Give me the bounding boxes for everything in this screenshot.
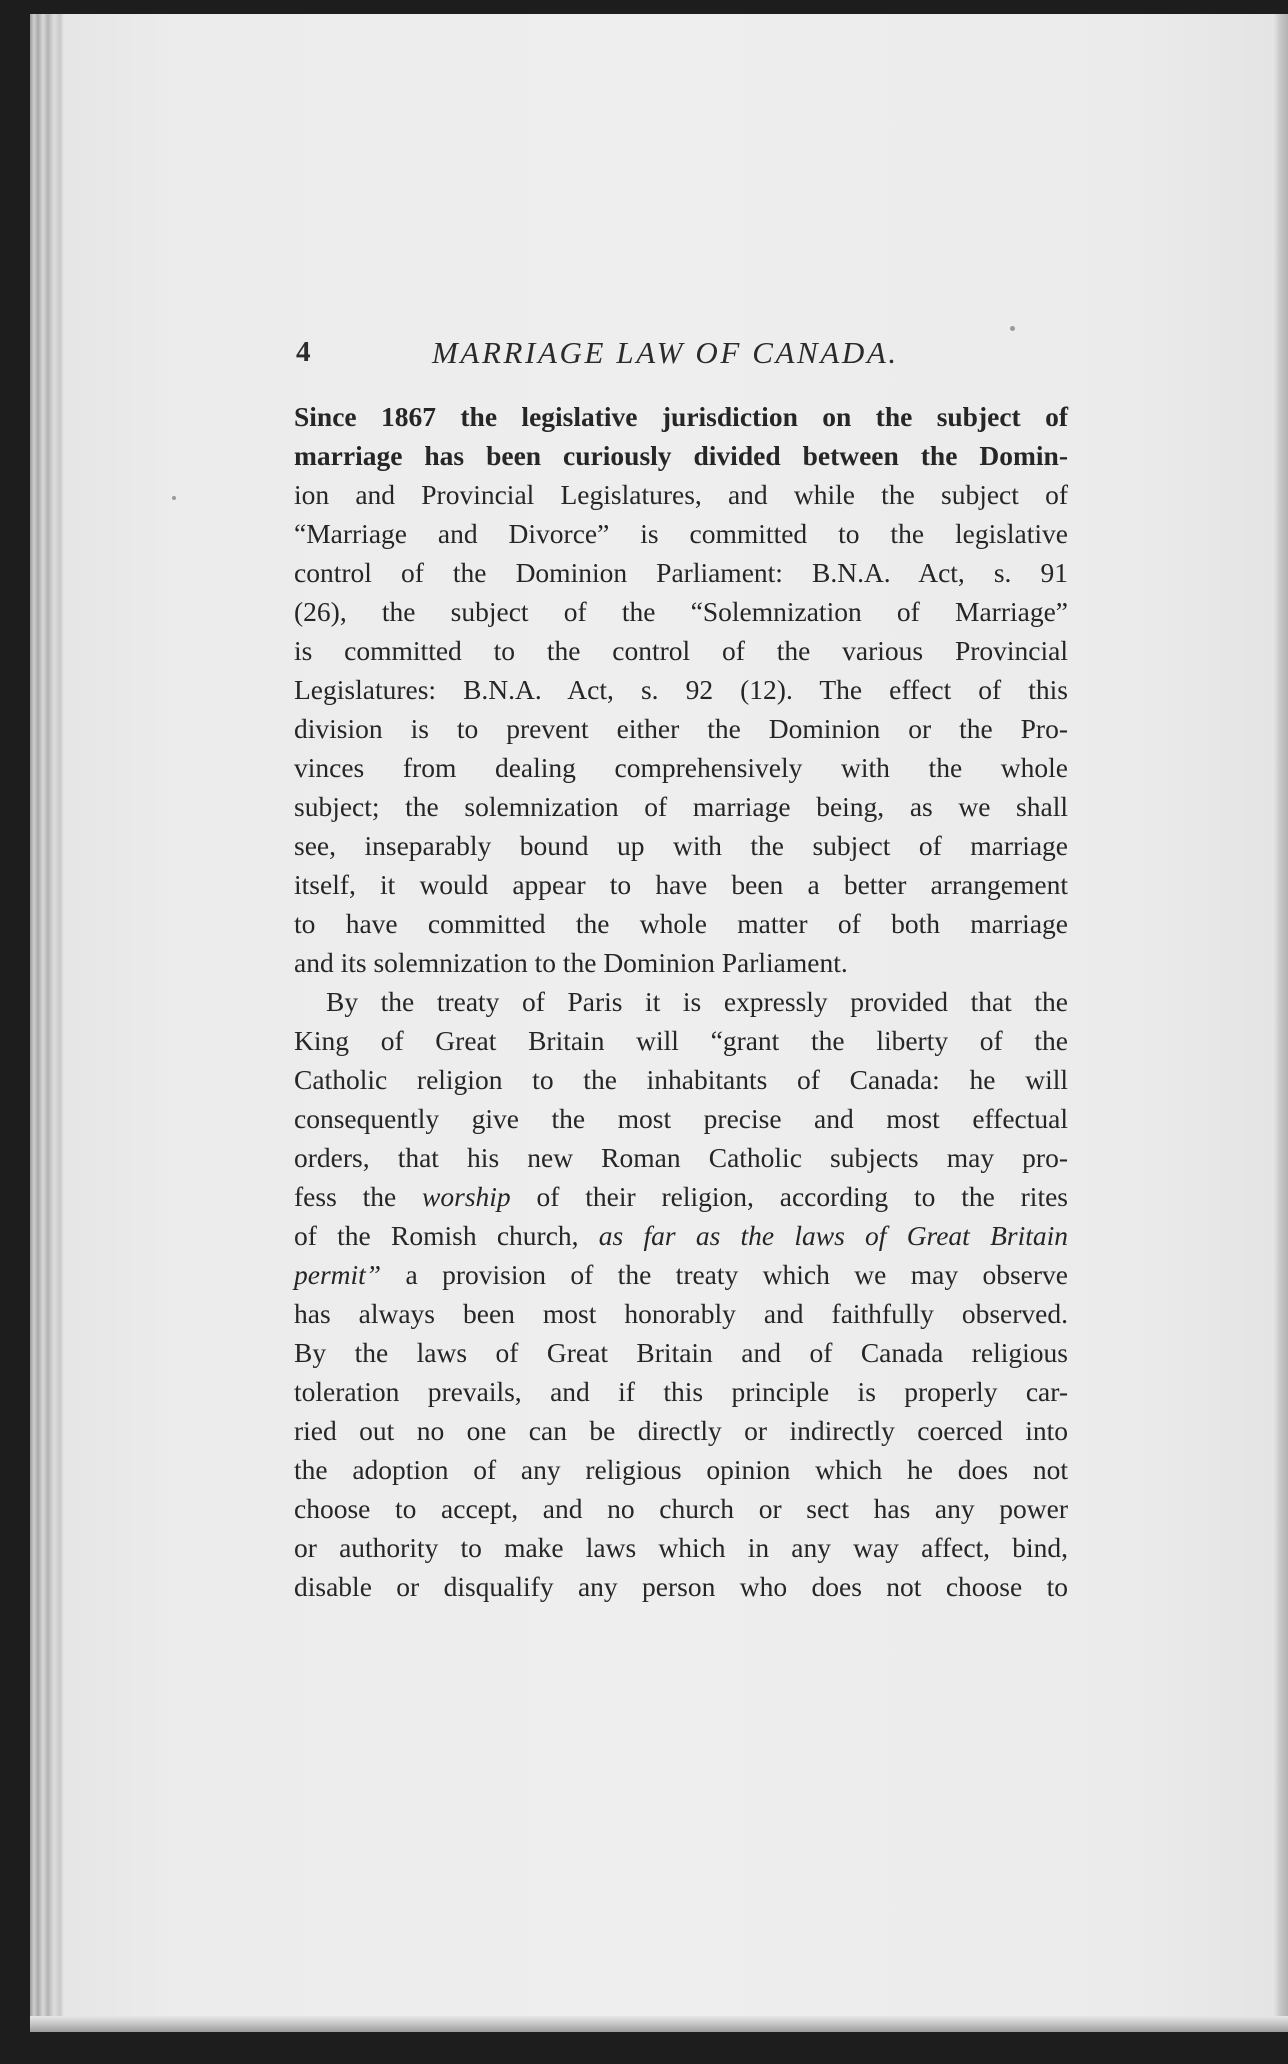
- text-line: has always been most honorably and faithfully observed.: [294, 1298, 1068, 1329]
- text-line: control of the Dominion Parliament: B.N.A. Act, s. 91: [294, 557, 1068, 588]
- text-line: to have committed the whole matter of both marriage: [294, 908, 1068, 939]
- text-line: King of Great Britain will “grant the liberty of the: [294, 1025, 1068, 1056]
- page-edge-bottom: [30, 2016, 1288, 2032]
- text-line: ried out no one can be directly or indirectly coerced into: [294, 1415, 1068, 1446]
- text-line: is committed to the control of the various Provincial: [294, 635, 1068, 666]
- text-line: see, inseparably bound up with the subject of marriage: [294, 830, 1068, 861]
- text-line: or authority to make laws which in any way affect, bind,: [294, 1532, 1068, 1563]
- text-line: toleration prevails, and if this principle is properly car-: [294, 1376, 1068, 1407]
- text-run: of their religion, according to the rites: [510, 1181, 1068, 1212]
- italic-run: as far as the laws of Great Britain: [598, 1220, 1068, 1251]
- page-edge-right: [1274, 14, 1288, 2032]
- text-run: fess the: [294, 1181, 423, 1212]
- text-line: Since 1867 the legislative jurisdiction on the subject of: [294, 401, 1068, 432]
- text-line: By the treaty of Paris it is expressly provided that the: [326, 986, 1068, 1017]
- text-line: By the laws of Great Britain and of Canada religious: [294, 1337, 1068, 1368]
- text-line: consequently give the most precise and most effectual: [294, 1103, 1068, 1134]
- text-line: the adoption of any religious opinion which he does not: [294, 1454, 1068, 1485]
- text-line: (26), the subject of the “Solemnization of Marriage”: [294, 596, 1068, 627]
- text-line: choose to accept, and no church or sect has any power: [294, 1493, 1068, 1524]
- text-line: orders, that his new Roman Catholic subjects may pro-: [294, 1142, 1068, 1173]
- ink-speck: [172, 496, 176, 500]
- text-line: marriage has been curiously divided between the Domin-: [294, 440, 1068, 471]
- running-head: [268, 320, 1068, 370]
- text-line: Catholic religion to the inhabitants of Canada: he will: [294, 1064, 1068, 1095]
- italic-run: worship: [422, 1181, 511, 1212]
- text-line: [294, 1177, 1068, 1216]
- text-line: itself, it would appear to have been a better arrangement: [294, 869, 1068, 900]
- text-run: a provision of the treaty which we may observe: [381, 1259, 1068, 1290]
- page-number: 4: [296, 336, 311, 368]
- text-line: [294, 1216, 1068, 1255]
- text-line: disable or disqualify any person who does not choose to: [294, 1571, 1068, 1602]
- text-line: ion and Provincial Legislatures, and while the subject of: [294, 479, 1068, 510]
- text-line: division is to prevent either the Dominion or the Pro-: [294, 713, 1068, 744]
- page-edges-left: [30, 14, 64, 2032]
- text-line: “Marriage and Divorce” is committed to the legislative: [294, 518, 1068, 549]
- body-text: [294, 397, 1068, 1606]
- text-line: Legislatures: B.N.A. Act, s. 92 (12). The effect of this: [294, 674, 1068, 705]
- text-line: vinces from dealing comprehensively with the whole: [294, 752, 1068, 783]
- text-run: of the Romish church,: [294, 1220, 599, 1251]
- running-title: MARRIAGE LAW OF CANADA.: [432, 335, 899, 370]
- text-line: and its solemnization to the Dominion Parliament.: [294, 947, 848, 978]
- text-line: subject; the solemnization of marriage being, as we shall: [294, 791, 1068, 822]
- text-line: [294, 1255, 1068, 1294]
- italic-run: permit”: [294, 1259, 382, 1290]
